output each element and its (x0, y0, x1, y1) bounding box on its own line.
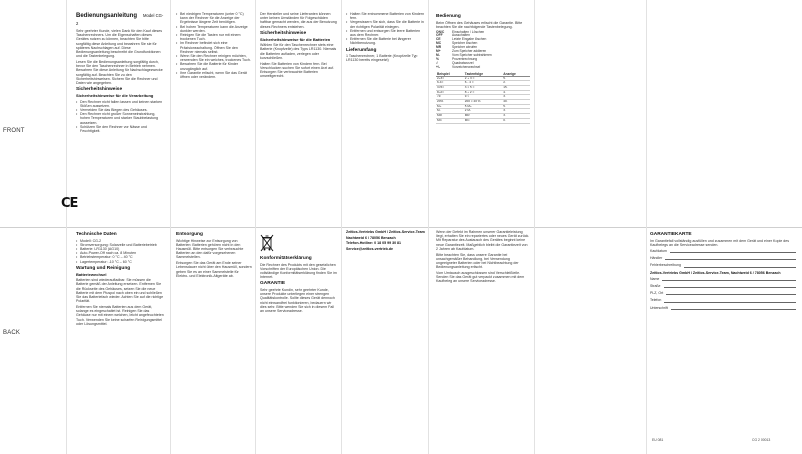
table-row: +/- Vorzeichenwechsel (436, 64, 481, 69)
form-field[interactable] (665, 256, 796, 260)
panel-warranty-conditions (436, 230, 530, 450)
form-label: Kaufdatum (650, 249, 667, 253)
warranty-card-text: Im Garantiefall vollständig ausfüllen und zusammen mit dem Gerät und einer Kopie des Kaufbelegs an die Serviceadresse senden. (650, 238, 790, 247)
table-row: M- 2 M- 3. (436, 109, 530, 114)
ce-mark: CE (61, 196, 78, 211)
table-row: 6-4= 6 - 4 = 2. (436, 81, 530, 86)
panel-battery-safety (260, 12, 338, 222)
table-row: M- Vom Speicher subtrahieren (436, 52, 492, 57)
table-row: % Prozentrechnung (436, 56, 478, 61)
warranty-condition-text-2: Bitte beachten Sie, dass unsere Garantie bei unsachgemäßer Behandlung, bei Verwendung ungeeigneter Batterien oder bei Nichtbeachtung der Bedienungsanleitung erlischt. (436, 252, 519, 270)
service-email: Service@zeitlos-vertrieb.de (346, 247, 394, 252)
table-row: MR MR 3. (436, 114, 530, 119)
list-item: • Bewahren Sie die Batterie für Kinder unzugänglich auf. (176, 62, 252, 70)
form-line (650, 277, 796, 281)
list-item: • Betriebstemperatur: 0 °C – 40 °C (76, 255, 164, 259)
list-item: • Bei niedrigen Temperaturen (unter 0 °C) kann der Rechner für die Anzeige der Ergebnisse längere Zeit benötigen. (176, 12, 252, 25)
form-line (650, 249, 796, 253)
panel-delivery (346, 12, 426, 222)
key-legend-table (436, 31, 494, 70)
list-item: • Im Rechner befindet sich eine Präzisionsschaltung. Öffnen Sie den Rechner niemals selbst. (176, 41, 252, 54)
disposal-heading: Entsorgung (176, 232, 203, 237)
list-item: • Halten Sie entnommene Batterien von Kindern fern. (346, 12, 426, 20)
care-notes-list (176, 12, 252, 79)
form-field[interactable] (684, 264, 796, 268)
form-label: Straße (650, 284, 661, 289)
form-line (650, 306, 796, 310)
disposal-symbol-row (260, 232, 338, 254)
battery-handling-list (346, 12, 426, 46)
back-side-label: BACK (3, 330, 21, 336)
form-label: Händler (650, 256, 663, 261)
front-side-label: FRONT (3, 128, 25, 134)
table-row: MC Speicher löschen (436, 41, 478, 46)
crossed-bin-icon (260, 234, 274, 252)
battery-safety-text: Wählen Sie für den Taschenrechner stets eine Batterie (Knopfzelle) des Typs LR1130. Niemals die Batterien aufladen, zerlegen oder kurzschließen. (260, 43, 337, 60)
vertical-fold-line (428, 0, 429, 454)
warranty-heading: GARANTIE (260, 281, 286, 287)
list-item: • Vermeiden Sie das Biegen des Gehäuses. (76, 108, 164, 112)
footer-code-right: CG 2 00013 (752, 438, 771, 442)
table-row: MR Speicher abrufen (436, 45, 478, 50)
list-item: • Den Rechner nicht großer Sonneneinstrahlung, hohen Temperaturen und starker Staubbelastung aussetzen. (76, 112, 164, 125)
care-text: Batterien sind wiederaufladbar. Sie müssen die Batterie gemäß der Anleitung ersetzen. Entfernen Sie die Rückseite des Gehäuses, setzen Sie die neue Batterie mit dem Pluspol nach oben ein und schließen Sie das Batteriefach wieder. Achten Sie auf die richtige Polarität. (76, 278, 164, 304)
battery-safety-heading: Sicherheitshinweise (260, 30, 307, 36)
form-field[interactable] (662, 277, 796, 281)
safety-list (76, 100, 164, 134)
panel-care-notes (176, 12, 252, 222)
list-item: • Bei hohen Temperaturen kann die Anzeige dunkler werden. (176, 25, 252, 33)
safety-subheading: Sicherheitshinweise für die Verarbeitung (76, 93, 154, 99)
delivery-text: 1 Taschenrechner, 1 Batterie (Knopfzelle Typ LR1130 bereits eingesetzt) (346, 54, 418, 63)
conformity-heading: Konformitätserklärung (260, 256, 312, 261)
table-header-row: Beispiel Tastenfolge Anzeige (436, 72, 530, 77)
battery-safety-text-2: Halten Sie Batterien von Kindern fern. Bei Verschlucken suchen Sie sofort einen Arzt auf. Entsorgen Sie verbrauchte Batterien umweltgerecht. (260, 61, 335, 79)
vertical-fold-line (646, 0, 647, 454)
technical-data-heading: Technische Daten (76, 232, 117, 237)
form-line (650, 256, 796, 260)
form-field[interactable] (664, 284, 796, 288)
care-heading: Wartung und Reinigung (76, 265, 131, 271)
warranty-text: Sehr geehrte Kundin, sehr geehrter Kunde, unsere Produkte unterliegen einer strengen Qualitätskontrolle. Sollte dieses Gerät dennoch nicht einwandfrei funktionieren, bedauern wir dies sehr. Bitte wenden Sie sich in diesem Fall an unsere Serviceadresse. (260, 288, 335, 314)
table-row: 2+3= 2 + 3 = 5. (436, 76, 530, 81)
table-row: CE Letzte Eingabe löschen (436, 37, 487, 42)
table-row: MC MC 0. (436, 118, 530, 123)
table-row: ON/C Einschalten / Löschen (436, 29, 485, 34)
delivery-heading: Lieferumfang (346, 47, 377, 53)
form-line (650, 284, 796, 288)
care-text-2: Entfernen Sie niemals Batterien aus dem Gerät, solange es eingeschaltet ist. Reinigen Sie das Gehäuse nur mit einem weichen, leicht angefeuchteten Tuch. Verwenden Sie keine scharfen Reinigungsmittel oder Lösungsmittel. (76, 304, 164, 326)
list-item: • Lagertemperatur: -10 °C – 60 °C (76, 260, 164, 264)
form-label: Telefon (650, 298, 662, 303)
panel-conformity (260, 230, 338, 450)
intro-text: Sehr geehrter Kunde, vielen Dank für den Kauf dieses Taschenrechners. Um die Eigenschaften dieses Gerätes nutzen zu können, beachten Sie bitte sorgfältig diese Anleitung und bewahren Sie sie für späteres Nachschlagen auf. Diese Bedienungsanleitung beschreibt die Grundfunktionen und die Tastenbelegung. (76, 29, 163, 59)
care-subheading: Batteriewechsel (76, 271, 107, 277)
warranty-condition-text-3: Vom Umtausch ausgeschlossen sind Verschleißteile. Senden Sie das Gerät gut verpackt zusammen mit dem Kaufbeleg an unsere Serviceadresse. (436, 270, 525, 284)
table-row: M+ Zum Speicher addieren (436, 49, 487, 54)
liability-text: Der Hersteller und seine Lieferanten können unter keinen Umständen für Folgeschäden haftbar gemacht werden, die aus der Benutzung dieses Rechners entstehen. (260, 12, 337, 29)
service-company: Zeitlos-Vertriebs GmbH / Zeitlos-Service-Team (346, 230, 425, 234)
list-item: • Entfernen Sie die Batterie bei längerer Nichtbenutzung. (346, 37, 426, 45)
form-label: Unterschrift (650, 305, 668, 310)
vertical-fold-line (170, 0, 171, 454)
list-item: • Entfernen und entsorgen Sie leere Batterien aus dem Rechner. (346, 29, 426, 37)
table-row: 8÷2= 8 ÷ 2 = 4. (436, 90, 530, 95)
form-field[interactable] (671, 306, 796, 310)
list-item: • Auto-Power-Off nach ca. 8 Minuten (76, 251, 164, 255)
warranty-condition-text: Wenn der Defekt im Rahmen unserer Garantieleistung liegt, erhalten Sie ein repariertes oder neues Gerät zurück. Mit Reparatur des Austausch des Gerätes beginnt keine neue Garantiezeit. Maßgeblich bleibt die Garantiezeit von 2 Jahren ab Kaufdatum. (436, 230, 530, 251)
panel-technical-data (76, 230, 164, 450)
list-item: • Modell: CG-2 (76, 239, 164, 243)
conformity-text: Die Rechner des Produkts mit den gesetzlichen Vorschriften der Europäischen Union. Die vollständige Konformitätserklärung finden Sie im Internet. (260, 262, 337, 280)
disposal-text-2: Entsorgen Sie das Gerät am Ende seiner Lebensdauer nicht über den Hausmüll, sondern geben Sie es an einer Sammelstelle für Elektro- und Elektronik-Altgeräte ab. (176, 261, 252, 278)
form-label: Name (650, 276, 660, 281)
vertical-fold-line (341, 0, 342, 454)
list-item: • Wenn Sie den Rechner reinigen möchten, verwenden Sie ein weiches, trockenes Tuch. (176, 54, 252, 62)
form-field[interactable] (666, 291, 796, 295)
vertical-fold-line (534, 0, 535, 454)
table-row: √ Quadratwurzel (436, 60, 474, 65)
warranty-card-heading: GARANTIEKARTE (650, 232, 692, 237)
form-line (650, 263, 796, 267)
table-row: OFF Ausschalten (436, 33, 470, 38)
panel-service (346, 230, 426, 450)
model-number: Model CG-2 (76, 13, 164, 26)
form-line (650, 298, 796, 302)
safety-heading: Sicherheitshinweise (76, 87, 123, 93)
warranty-card-service: Zeitlos-Vertriebs GmbH / Zeitlos-Service-Team, Nachtweid 6 / 78056 Benzach (650, 270, 781, 275)
service-phone: Telefon-Hotline: 0 18 05 99 30 81 (346, 241, 402, 246)
intro-text-2: Lesen Sie die Bedienungsanleitung sorgfältig durch, bevor Sie den Taschenrechner in Betrieb nehmen. Bewahren Sie diese Anleitung für Nachschlagezwecke sorgfältig auf. Beachten Sie zu den Sicherheitshinweisen. Sichern Sie die Rechner und Daten wie angegeben. (76, 59, 163, 85)
panel-intro (76, 12, 164, 222)
technical-data-list (76, 239, 164, 264)
form-field[interactable] (664, 299, 796, 303)
list-item: • Schützen Sie den Rechner vor Nässe und Feuchtigkeit. (76, 125, 164, 133)
table-row: 3×5= 3 × 5 = 15. (436, 85, 530, 90)
list-item: • Batterie: LR1130 (AG10) (76, 247, 164, 251)
table-row: M+ 5 M+ 5. (436, 104, 530, 109)
form-line (650, 291, 796, 295)
list-item: • Den Rechner nicht fallen lassen und keinen starken Stößen aussetzen. (76, 100, 164, 108)
list-item: • Reinigen Sie die Tasten nur mit einem trockenen Tuch. (176, 33, 252, 41)
battery-safety-subheading: Sicherheitshinweise für die Batterien (260, 36, 331, 42)
disposal-text: Wichtige Hinweise zur Entsorgung von Batterien: Batterien gehören nicht in den Hausmüll. Bitte entsorgen Sie verbrauchte Batterien an den dafür vorgesehenen Sammelstellen. (176, 238, 244, 260)
manual-title: Bedienungsanleitung Model CG-2 (76, 13, 164, 26)
panel-disposal (176, 230, 252, 450)
horizontal-fold-line (0, 227, 802, 228)
table-row: √9 9 √ 3. (436, 95, 530, 100)
service-address: Nachtweid 6 / 78056 Benzach (346, 235, 396, 240)
table-row: 20% 200 × 20 % 40. (436, 100, 530, 105)
vertical-fold-line (66, 0, 67, 454)
vertical-fold-line (255, 0, 256, 454)
operation-text: Beim Öffnen des Gehäuses erlischt die Garantie. Bitte beachten Sie die nachfolgende Tastenbelegung. (436, 20, 523, 29)
panel-operation (436, 12, 530, 222)
list-item: • Stromversorgung: Solarzelle und Batteriebetrieb (76, 243, 164, 247)
example-table (436, 72, 530, 124)
form-label: Fehlerbeschreibung (650, 263, 681, 268)
form-field[interactable] (670, 249, 796, 253)
list-item: • Vergewissern Sie sich, dass Sie die Batterie in der richtigen Polarität einlegen. (346, 20, 426, 28)
panel-warranty-card (650, 230, 796, 450)
form-label: PLZ, Ort (650, 291, 664, 296)
list-item: • Ihre Garantie erlischt, wenn Sie das Gerät öffnen oder verändern. (176, 71, 252, 79)
footer-code-left: EU 081 (652, 438, 664, 442)
operation-heading: Bedienung (436, 14, 461, 19)
